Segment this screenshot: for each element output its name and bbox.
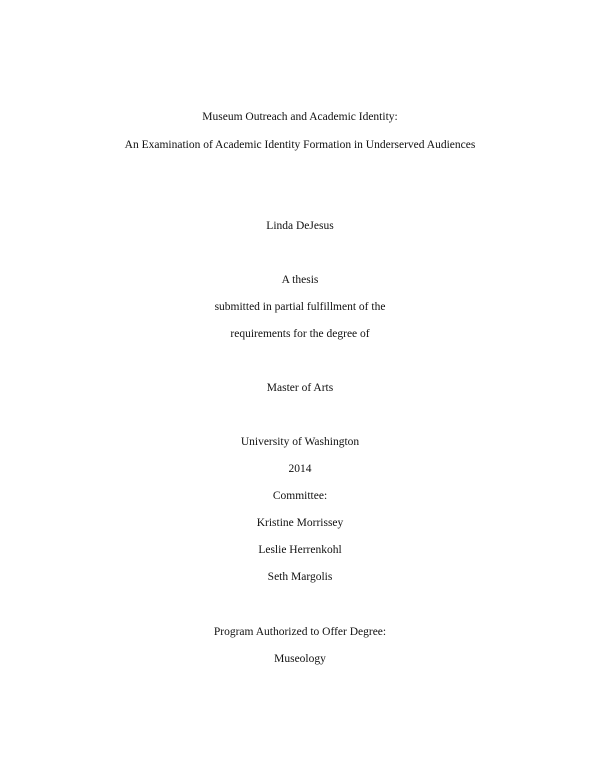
university-name: University of Washington [240,436,360,448]
committee-member: Seth Margolis [267,571,333,583]
thesis-statement-line-2: submitted in partial fulfillment of the [214,301,386,313]
thesis-title-line-1: Museum Outreach and Academic Identity: [202,111,398,123]
committee-member: Leslie Herrenkohl [258,544,342,556]
thesis-label: A thesis [281,274,319,286]
degree-name: Master of Arts [266,382,334,394]
committee-label: Committee: [272,490,328,502]
year: 2014 [288,463,312,475]
author-name: Linda DeJesus [266,220,334,232]
program-name: Museology [274,653,326,665]
thesis-title-line-2: An Examination of Academic Identity Formation in Underserved Audiences [124,139,476,151]
program-label: Program Authorized to Offer Degree: [213,626,387,638]
thesis-statement-line-3: requirements for the degree of [230,328,370,340]
committee-member: Kristine Morrissey [256,517,344,529]
